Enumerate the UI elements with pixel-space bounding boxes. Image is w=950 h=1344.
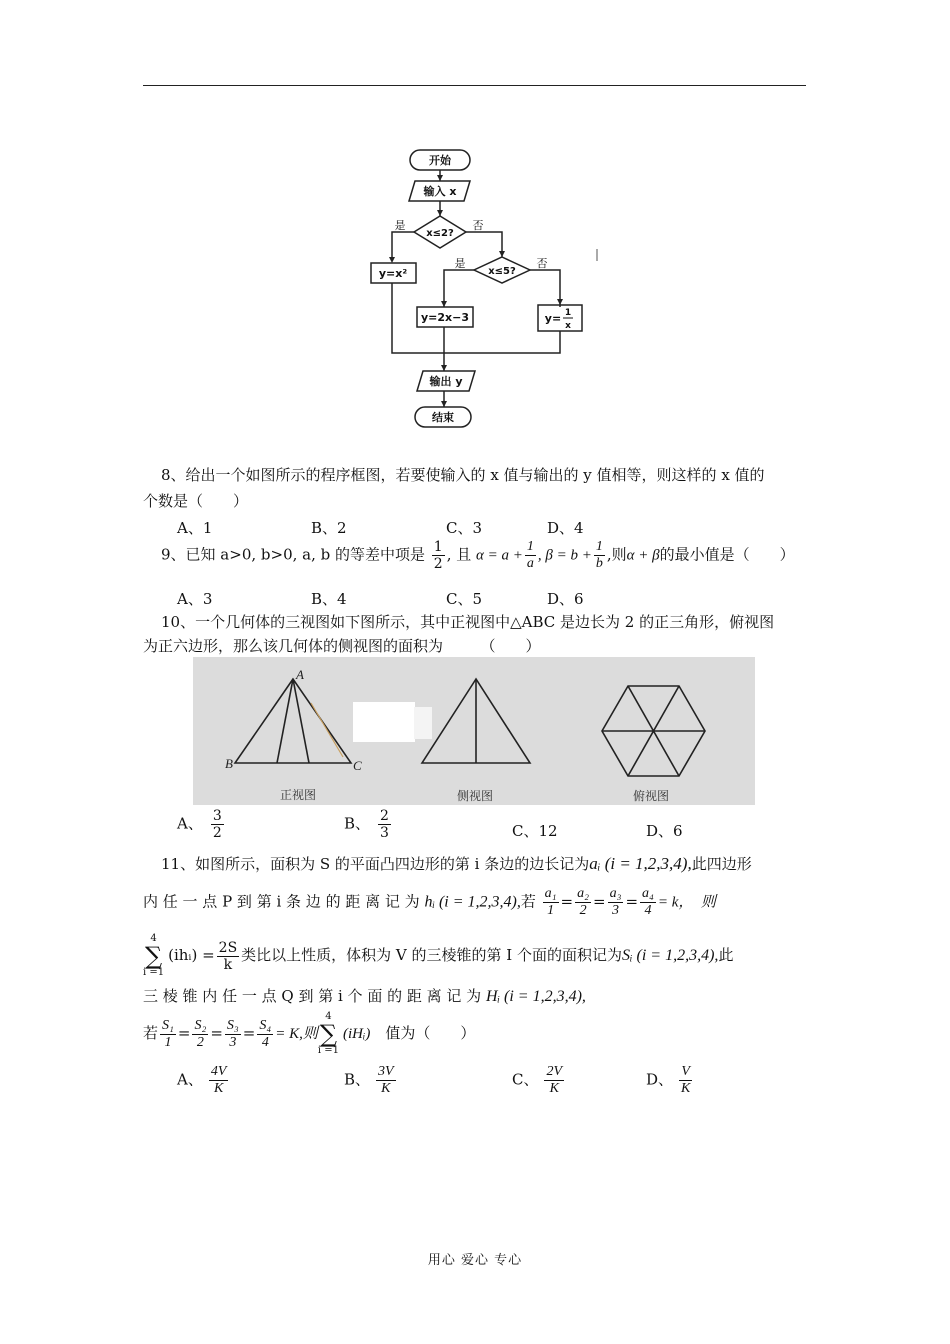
q11-sum2-bot: i =1: [317, 1045, 340, 1056]
q10-opt-a-num: 3: [212, 808, 222, 824]
q11-eqK: = K,则: [275, 1026, 318, 1042]
caption-top: 俯视图: [632, 789, 670, 803]
q8-line2: 个数是（ ）: [143, 492, 249, 510]
q9-half-den: 2: [433, 556, 443, 572]
flow-out2-label: y=2x−3: [420, 311, 470, 324]
q11-s4: S₄: [259, 1017, 272, 1033]
q9-option-b[interactable]: B、4: [311, 590, 347, 608]
flow-input-label: 输入 x: [423, 185, 457, 198]
flow-yes1-label: 是: [394, 219, 406, 232]
q11-l1m: aᵢ (i = 1,2,3,4),: [589, 854, 692, 873]
q11-l2m: hᵢ (i = 1,2,3,4),: [424, 893, 521, 911]
flow-out3-num: 1: [564, 308, 572, 318]
q11-a1: a₁: [544, 886, 557, 901]
q11-line5: 若 $\frac{\text{S₁}}{1}$ = $\frac{\text{S₂}}{2}$ = $\frac{\text{S₃}}{3}$ = $\frac{\text{S₄}}{4}$ = K,则4 ∑ i =1(iHᵢ) 值为（ ）: [143, 1011, 476, 1056]
q11-opt-c-num: 2V: [546, 1064, 563, 1079]
q9-sum: α + β: [626, 547, 660, 564]
q9-alpha-den: a: [526, 556, 534, 571]
flow-yes2-label: 是: [454, 257, 466, 270]
q11-l1b: 此四边形: [691, 855, 752, 873]
q11-line2: 内 任 一 点 P 到 第 i 条 边 的 距 离 记 为 hᵢ (i = 1,2,3,4),若 $\frac{\text{a₁}}{1}$ = $\frac{\text{a₂}}{2}$ = $\frac{\text{a₃}}{3}$ = $\frac{\text{a₄}}{4}$ = k， 则: [143, 886, 716, 918]
label-c: C: [353, 758, 362, 773]
q11-ruo2: 若: [143, 1024, 159, 1042]
q11-sd2: 2: [196, 1034, 204, 1050]
q9-text-b: , 且: [446, 545, 472, 564]
q11-line4: [143, 985, 586, 1008]
q10-option-c[interactable]: C、12: [512, 822, 558, 840]
q10-opt-b-label: B、: [344, 814, 371, 833]
flow-end-label: 结束: [432, 411, 454, 424]
q11-l3b: 类比以上性质，体积为 V 的三棱锥的第 I 个面的面积记为: [241, 946, 622, 964]
q11-opt-b-den: K: [381, 1081, 391, 1096]
q11-opt-b-label: B、: [344, 1070, 371, 1089]
q10-opt-a-label: A、: [177, 814, 203, 833]
q11-l1a: 11、如图所示，面积为 S 的平面凸四边形的第 i 条边的边长记为: [161, 855, 590, 873]
q8-option-b[interactable]: B、2: [311, 519, 347, 537]
q11-d3: 3: [612, 903, 620, 918]
q11-l5b: 值为（ ）: [385, 1024, 476, 1042]
q8-option-c[interactable]: C、3: [446, 519, 483, 537]
q11-l4a: 三 棱 锥 内 任 一 点 Q 到 第 i 个 面 的 距 离 记 为: [143, 987, 482, 1005]
q11-d2: 2: [579, 903, 587, 918]
q11-sum1-top: 4: [150, 933, 157, 944]
q11-k: k: [223, 956, 233, 973]
sigma-icon-2: ∑: [319, 1020, 338, 1048]
q11-s1: S₁: [162, 1017, 174, 1033]
q8-option-a[interactable]: A、1: [177, 519, 213, 537]
q11-a3: a₃: [609, 886, 622, 901]
q11-opt-d-den: K: [681, 1081, 691, 1096]
caption-side: 侧视图: [456, 789, 494, 803]
q11-d4: 4: [644, 903, 652, 918]
q11-2s: 2S: [218, 939, 238, 956]
q11-opt-c-den: K: [549, 1081, 559, 1096]
q11-option-a[interactable]: [177, 1064, 230, 1097]
q9-alpha-num: 1: [526, 539, 534, 554]
flow-out3-prefix: y=: [544, 312, 562, 325]
q11-sd4: 4: [261, 1034, 269, 1050]
caption-front: 正视图: [279, 788, 317, 802]
q8-option-d[interactable]: D、4: [547, 519, 584, 537]
q11-l2a: 内 任 一 点 P 到 第 i 条 边 的 距 离 记 为: [143, 892, 420, 911]
q11-a4: a₄: [642, 886, 654, 901]
flow-no1-label: 否: [472, 219, 484, 232]
q11-opt-d-num: V: [679, 1064, 692, 1081]
q10-option-a[interactable]: [177, 808, 226, 841]
q11-ruo: 若: [520, 892, 536, 911]
q9-text: [161, 539, 795, 572]
q11-l3m: (ihᵢ) =: [168, 946, 215, 964]
flow-out3-den: x: [565, 321, 571, 331]
q10-opt-b-den: 3: [380, 825, 389, 841]
header-rule: [143, 85, 806, 86]
q11-line1: [161, 852, 752, 876]
q9-option-d[interactable]: D、6: [547, 590, 584, 608]
q9-text-c: ,则: [606, 545, 627, 564]
q10-option-d[interactable]: D、6: [646, 822, 683, 840]
q10-opt-a-den: 2: [212, 825, 222, 841]
label-b: B: [225, 756, 233, 771]
q11-option-b[interactable]: [344, 1064, 398, 1097]
q11-sum2-top: 4: [325, 1011, 332, 1022]
flow-out1-label: y=x²: [378, 267, 408, 280]
q9-text-a: 9、已知 a>0, b>0, a, b 的等差中项是: [161, 545, 426, 564]
q9-half-num: 1: [433, 539, 443, 555]
q11-sd1: 1: [164, 1034, 172, 1050]
q11-opt-a-label: A、: [177, 1070, 203, 1089]
q11-s2: S₂: [194, 1017, 207, 1033]
q10-opt-b-num: 2: [380, 808, 389, 824]
q10-line2: 为正六边形，那么该几何体的侧视图的面积为 （ ）: [143, 637, 541, 655]
q11-opt-d-label: D、: [646, 1070, 674, 1089]
q9-beta: , β = b +: [537, 547, 592, 564]
q11-sum1-bot: i =1: [143, 967, 165, 978]
flow-cond2-label: x≤5?: [488, 266, 516, 277]
q9-option-c[interactable]: C、5: [446, 590, 483, 608]
front-view-triangle: [235, 679, 351, 763]
q11-ci: 此: [718, 946, 734, 964]
q9-beta-den: b: [595, 556, 603, 571]
q11-option-d[interactable]: [646, 1064, 694, 1097]
flowchart: [360, 137, 620, 437]
q9-beta-num: 1: [595, 539, 603, 554]
q11-s3: S₃: [226, 1017, 239, 1033]
q11-opt-b-num: 3V: [378, 1064, 394, 1079]
sigma-icon: ∑: [144, 942, 163, 970]
q11-opt-a-den: K: [213, 1081, 224, 1096]
q9-text-d: 的最小值是（ ）: [659, 545, 795, 564]
q11-opt-a-num: 4V: [210, 1064, 227, 1079]
q9-option-a[interactable]: A、3: [177, 590, 213, 608]
q11-l5m: (iHᵢ): [343, 1026, 371, 1042]
page-footer: 用心 爱心 专心: [427, 1253, 523, 1268]
q11-eqk: = k， 则: [657, 894, 716, 911]
q11-l4m: Hᵢ (i = 1,2,3,4),: [485, 988, 586, 1005]
q11-option-c[interactable]: [512, 1064, 566, 1097]
flow-output-label: 输出 y: [429, 375, 463, 388]
flow-start-label: 开始: [429, 154, 451, 167]
flow-no2-label: 否: [536, 257, 548, 270]
q11-sd3: 3: [229, 1034, 237, 1050]
q9-alpha: α = a +: [476, 547, 523, 564]
q8-line1: 8、给出一个如图所示的程序框图，若要使输入的 x 值与输出的 y 值相等，则这样的 x 值的: [161, 466, 765, 484]
q10-option-b[interactable]: [344, 808, 393, 841]
three-views-figure: [193, 657, 755, 805]
q11-a2: a₂: [577, 886, 589, 901]
q11-d1: 1: [547, 903, 555, 918]
label-a: A: [296, 667, 304, 682]
flow-cond1-label: x≤2?: [426, 228, 454, 239]
q11-line3: [143, 934, 733, 978]
q11-opt-c-label: C、: [512, 1070, 539, 1089]
q11-l3m2: Sᵢ (i = 1,2,3,4),: [622, 947, 719, 964]
q10-line1: 10、一个几何体的三视图如下图所示，其中正视图中△ABC 是边长为 2 的正三角形，俯视图: [161, 613, 775, 631]
